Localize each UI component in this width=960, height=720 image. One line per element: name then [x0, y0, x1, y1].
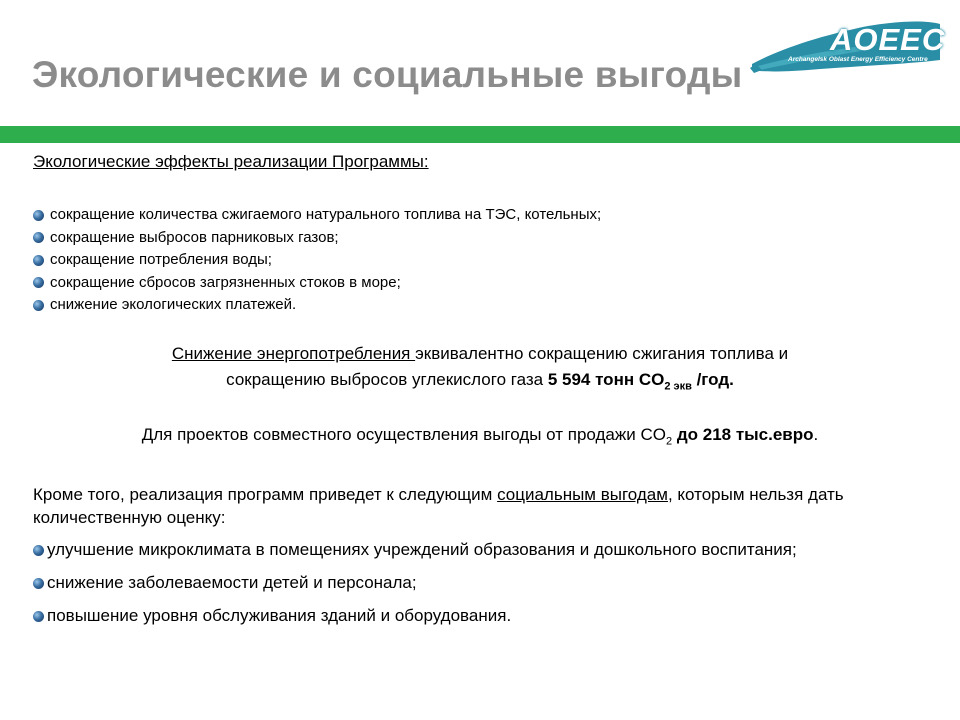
- bullet-icon: [33, 578, 44, 589]
- social-intro-text-end: , которым нельзя дать количественную оценку:: [33, 485, 844, 527]
- co2-amount: [547, 370, 734, 393]
- logo-text: AOEEC: [830, 22, 946, 57]
- aoeec-logo: [748, 20, 944, 88]
- co2-reduction-text: сокращению выбросов углекислого газа: [226, 370, 548, 389]
- bullet-icon: [33, 277, 44, 288]
- sentence-end: .: [813, 425, 819, 444]
- list-item-text: сокращение потребления воды;: [50, 251, 272, 268]
- list-item: [33, 249, 601, 272]
- bullet-icon: [33, 300, 44, 311]
- energy-reduction-text: эквивалентно сокращению сжигания топлива и: [415, 344, 789, 363]
- list-item: [33, 204, 601, 227]
- list-item-text: сокращение сбросов загрязненных стоков в море;: [50, 273, 401, 291]
- list-item: [33, 537, 913, 562]
- list-item-text: снижение заболеваемости детей и персонала;: [47, 573, 417, 592]
- list-item: [33, 227, 601, 250]
- list-item-text: сокращение количества сжигаемого натурального топлива на ТЭС, котельных;: [50, 206, 602, 223]
- bullet-icon: [33, 255, 44, 266]
- joint-implementation-line: [0, 425, 960, 447]
- co2-unit: /год.: [691, 370, 734, 389]
- list-item-text: снижение экологических платежей.: [50, 296, 297, 313]
- co2-amount-value: 5 594 тонн CO: [547, 370, 665, 389]
- list-item: [33, 272, 601, 295]
- bullet-icon: [33, 611, 44, 622]
- co2-subscript: 2: [665, 435, 673, 448]
- list-item: [33, 570, 913, 595]
- social-benefits-list: [33, 537, 913, 636]
- social-benefits-intro: [33, 483, 913, 529]
- eco-effects-list: [33, 204, 601, 317]
- social-benefits-underlined: социальным выгодам: [497, 485, 668, 504]
- list-item: [33, 294, 601, 317]
- logo-subtitle: Archangelsk Oblast Energy Efficiency Centre: [788, 56, 928, 63]
- social-intro-text: Кроме того, реализация программ приведет к следующим: [33, 485, 498, 504]
- bullet-icon: [33, 545, 44, 556]
- energy-reduction-underlined: Снижение энергопотребления: [171, 344, 416, 363]
- eco-effects-heading: Экологические эффекты реализации Программы:: [33, 152, 429, 171]
- co2-subscript: 2 экв: [664, 380, 692, 393]
- slide-title: Экологические и социальные выгоды: [32, 54, 743, 95]
- benefit-amount: до 218 тыс.евро: [676, 425, 814, 444]
- joint-implementation-text: Для проектов совместного осуществления выгоды от продажи CO: [141, 425, 666, 444]
- list-item-text: улучшение микроклимата в помещениях учреждений образования и дошкольного воспитания;: [47, 540, 797, 559]
- energy-reduction-line-1: [0, 344, 960, 364]
- energy-reduction-line-2: [0, 370, 960, 392]
- list-item-text: сокращение выбросов парниковых газов;: [50, 228, 339, 246]
- list-item-text: повышение уровня обслуживания зданий и оборудования.: [47, 606, 512, 625]
- list-item: [33, 603, 913, 628]
- bullet-icon: [33, 232, 44, 243]
- header-divider-bar: [0, 126, 960, 143]
- bullet-icon: [33, 210, 44, 221]
